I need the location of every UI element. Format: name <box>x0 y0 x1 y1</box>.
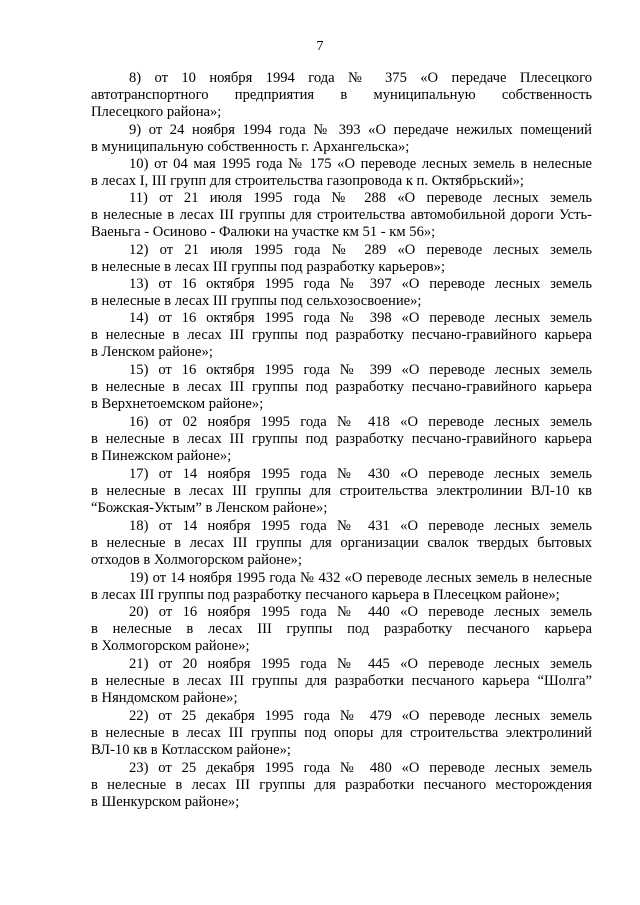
decree-item-line: в нелесные в лесах III группы под разработку карьеров»; <box>91 259 446 275</box>
decree-item-line: в Шенкурском районе»; <box>91 794 240 810</box>
decree-item-line: в нелесные в лесах III группы для разработки песчаного месторождения <box>91 777 592 793</box>
decree-item-line: “Божская-Уктым” в Ленском районе»; <box>91 500 328 516</box>
decree-item <box>91 466 592 517</box>
decree-item-line: 20) от 16 ноября 1995 года № 440 «О переводе лесных земель <box>129 604 592 620</box>
decree-item <box>91 656 592 707</box>
decree-item-line: в нелесные в лесах III группы для строительства автомобильной дороги Усть- <box>91 207 592 223</box>
decree-item-line: 16) от 02 ноября 1995 года № 418 «О переводе лесных земель <box>129 414 592 430</box>
decree-item <box>91 708 592 759</box>
decree-item-line: 18) от 14 ноября 1995 года № 431 «О переводе лесных земель <box>129 518 592 534</box>
decree-item-line: 14) от 16 октября 1995 года № 398 «О переводе лесных земель <box>129 310 592 326</box>
decree-item-line: в нелесные в лесах III группы под разработку песчано-гравийного карьера <box>91 327 592 343</box>
decree-item-line: автотранспортного предприятия в муниципальную собственность <box>91 87 592 103</box>
decree-item-line: в нелесные в лесах III группы под разработку песчано-гравийного карьера <box>91 379 592 395</box>
decree-item-line: 13) от 16 октября 1995 года № 397 «О переводе лесных земель <box>129 276 592 292</box>
decree-item <box>91 122 592 156</box>
decree-item-line: Ваеньга - Осиново - Фалюки на участке км 51 - км 56»; <box>91 224 436 240</box>
decree-item-line: 21) от 20 ноября 1995 года № 445 «О переводе лесных земель <box>129 656 592 672</box>
decree-item-line: в Няндомском районе»; <box>91 690 238 706</box>
decree-item-line: 8) от 10 ноября 1994 года № 375 «О передаче Плесецкого <box>129 70 592 86</box>
decree-item-line: 15) от 16 октября 1995 года № 399 «О переводе лесных земель <box>129 362 592 378</box>
decree-item-line: 10) от 04 мая 1995 года № 175 «О переводе лесных земель в нелесные <box>129 156 592 172</box>
decree-item-line: в нелесные в лесах III группы под разработку песчано-гравийного карьера <box>91 431 592 447</box>
decree-item-line: 11) от 21 июля 1995 года № 288 «О переводе лесных земель <box>129 190 592 206</box>
decree-item <box>91 276 592 310</box>
decree-item-line: ВЛ-10 кв в Котласском районе»; <box>91 742 291 758</box>
decree-item <box>91 242 592 276</box>
decree-item-line: Плесецкого района»; <box>91 104 222 120</box>
decree-item <box>91 414 592 465</box>
decree-item <box>91 156 592 190</box>
decree-item-line: в нелесные в лесах III группы для строительства электролинии ВЛ-10 кв <box>91 483 592 499</box>
decree-item-line: в муниципальную собственность г. Архангельска»; <box>91 139 410 155</box>
decree-item-line: в нелесные в лесах III группы для организации свалок твердых бытовых <box>91 535 592 551</box>
decree-item-line: 19) от 14 ноября 1995 года № 432 «О переводе лесных земель в нелесные <box>129 570 592 586</box>
decree-item-line: в Пинежском районе»; <box>91 448 232 464</box>
decree-item-line: 22) от 25 декабря 1995 года № 479 «О переводе лесных земель <box>129 708 592 724</box>
decree-item <box>91 604 592 655</box>
decree-item <box>91 518 592 569</box>
decree-item-line: в нелесные в лесах III группы под разработку песчаного карьера <box>91 621 592 637</box>
decree-item-line: 9) от 24 ноября 1994 года № 393 «О передаче нежилых помещений <box>129 122 592 138</box>
decree-item <box>91 190 592 241</box>
decree-item-line: в нелесные в лесах III группы под сельхозосвоение»; <box>91 293 422 309</box>
page-number: 7 <box>316 39 324 54</box>
decree-item <box>91 362 592 413</box>
decree-item <box>91 70 592 121</box>
decree-item-line: в Холмогорском районе»; <box>91 638 250 654</box>
decree-item-line: в лесах I, III групп для строительства газопровода к п. Октябрьский»; <box>91 173 524 189</box>
decree-item-line: 23) от 25 декабря 1995 года № 480 «О переводе лесных земель <box>129 760 592 776</box>
decree-item <box>91 310 592 361</box>
decree-item <box>91 570 592 604</box>
decree-item-line: в лесах III группы под разработку песчаного карьера в Плесецком районе»; <box>91 587 560 603</box>
decree-item-line: 12) от 21 июля 1995 года № 289 «О переводе лесных земель <box>129 242 592 258</box>
decree-item <box>91 760 592 811</box>
decree-item-line: в Верхнетоемском районе»; <box>91 396 264 412</box>
decree-item-line: отходов в Холмогорском районе»; <box>91 552 302 568</box>
decree-item-line: 17) от 14 ноября 1995 года № 430 «О переводе лесных земель <box>129 466 592 482</box>
decree-item-line: в нелесные в лесах III группы для разработки песчаного карьера “Шолга” <box>91 673 592 689</box>
decree-item-line: в Ленском районе»; <box>91 344 213 360</box>
decree-item-line: в нелесные в лесах III группы под опоры для строительства электролиний <box>91 725 592 741</box>
